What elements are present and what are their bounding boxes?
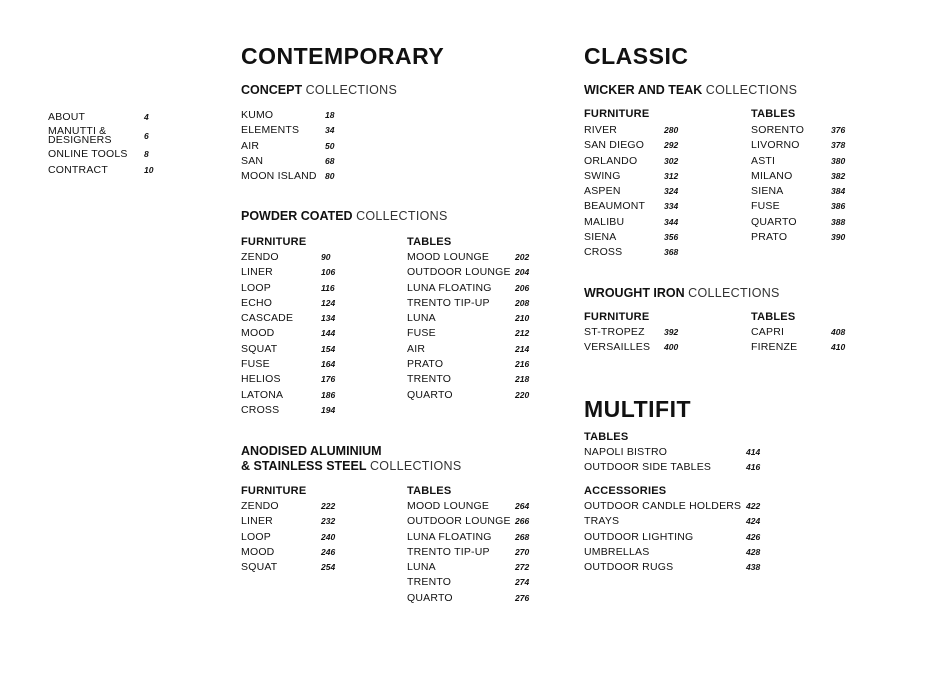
item-label: ASPEN (584, 185, 621, 198)
item-label: PRATO (751, 231, 788, 244)
powder-tables-label: TABLES (407, 236, 452, 248)
item-label: LIVORNO (751, 139, 800, 152)
item-page: 232 (321, 516, 336, 527)
item-page: 212 (515, 328, 530, 339)
multifit-title: MULTIFIT (584, 396, 692, 422)
toc-item-page: 10 (144, 164, 154, 175)
wicker-suffix: COLLECTIONS (705, 83, 798, 97)
toc-item-label: CONTRACT (48, 163, 108, 176)
item-label: VERSAILLES (584, 341, 651, 354)
item-label: MALIBU (584, 215, 625, 228)
item-page: 50 (325, 140, 335, 151)
item-page: 334 (664, 201, 679, 212)
item-label: BEAUMONT (584, 200, 646, 213)
list-item[interactable] (584, 560, 774, 575)
list-item[interactable] (584, 169, 694, 184)
item-label: ORLANDO (584, 154, 638, 167)
item-label: QUARTO (407, 388, 453, 401)
wicker-heading (584, 84, 797, 97)
list-item[interactable] (241, 296, 351, 311)
item-label: SWING (584, 169, 621, 182)
item-page: 220 (515, 389, 530, 400)
item-page: 416 (746, 462, 761, 473)
wicker-tables-label: TABLES (751, 108, 796, 120)
item-page: 154 (321, 343, 336, 354)
item-label: UMBRELLAS (584, 545, 650, 558)
item-page: 380 (831, 155, 846, 166)
item-page: 222 (321, 501, 336, 511)
item-label: FUSE (241, 358, 270, 371)
item-label: ASTI (751, 154, 776, 167)
item-label: LUNA (407, 561, 436, 574)
item-page: 438 (746, 562, 761, 573)
anodised-tables-label: TABLES (407, 485, 452, 497)
list-item[interactable] (751, 154, 861, 169)
item-label: PRATO (407, 358, 444, 371)
toc-item-page: 6 (144, 131, 149, 142)
item-page: 422 (746, 501, 761, 511)
list-item[interactable] (241, 169, 351, 184)
list-item[interactable] (407, 530, 537, 545)
item-label: TRENTO (407, 576, 452, 589)
list-item[interactable] (751, 199, 861, 214)
item-page: 376 (831, 125, 846, 135)
list-item[interactable] (584, 245, 694, 260)
item-label: OUTDOOR CANDLE HOLDERS (584, 500, 742, 512)
item-label: FUSE (751, 200, 780, 213)
item-label: TRAYS (584, 515, 620, 528)
item-label: SAN (241, 154, 264, 167)
item-label: CROSS (241, 403, 280, 416)
multifit-accessories-label: ACCESSORIES (584, 485, 667, 497)
powder-tables-list (407, 250, 537, 403)
item-page: 272 (515, 562, 530, 573)
item-label: SQUAT (241, 561, 278, 574)
item-page: 428 (746, 546, 761, 557)
item-label: ZENDO (241, 251, 279, 263)
toc-item-label: ABOUT (48, 111, 86, 123)
list-item[interactable] (584, 199, 694, 214)
item-page: 216 (515, 359, 530, 370)
list-item[interactable] (751, 169, 861, 184)
item-label: OUTDOOR LIGHTING (584, 530, 694, 543)
toc-item-label: MANUTTI & DESIGNERS (48, 125, 112, 147)
item-label: KUMO (241, 109, 274, 121)
list-item[interactable] (584, 460, 774, 475)
list-item[interactable] (241, 560, 351, 575)
item-label: AIR (241, 139, 260, 152)
powder-heading (241, 210, 448, 223)
list-item[interactable] (407, 265, 537, 280)
item-label: LOOP (241, 530, 271, 543)
item-label: RIVER (584, 124, 618, 136)
list-item[interactable] (751, 325, 861, 340)
item-label: OUTDOOR RUGS (584, 561, 674, 574)
item-page: 106 (321, 267, 336, 278)
item-page: 382 (831, 170, 846, 181)
item-page: 144 (321, 328, 336, 339)
item-label: SORENTO (751, 124, 805, 136)
wicker-furniture-list (584, 123, 694, 261)
multifit-tables-list (584, 445, 774, 476)
item-page: 18 (325, 110, 335, 120)
list-item[interactable] (241, 388, 351, 403)
item-page: 324 (664, 186, 679, 197)
list-item[interactable] (407, 499, 537, 514)
list-item[interactable] (407, 591, 537, 606)
item-label: HELIOS (241, 373, 281, 386)
item-page: 344 (664, 216, 679, 227)
item-page: 208 (515, 297, 530, 308)
list-item[interactable] (584, 340, 694, 355)
toc-item-designers[interactable] (48, 125, 168, 147)
list-item[interactable] (407, 560, 537, 575)
item-label: TRENTO (407, 373, 452, 386)
wrought-furniture-list (584, 325, 694, 356)
item-page: 268 (515, 531, 530, 542)
item-page: 274 (515, 577, 530, 588)
item-label: ELEMENTS (241, 124, 300, 137)
item-page: 276 (515, 592, 530, 603)
list-item[interactable] (584, 215, 694, 230)
item-label: FUSE (407, 327, 436, 340)
item-page: 266 (515, 516, 530, 527)
item-label: MOOD LOUNGE (407, 251, 490, 263)
list-item[interactable] (241, 514, 351, 529)
list-item[interactable] (241, 530, 351, 545)
item-label: TRENTO TIP-UP (407, 545, 490, 558)
toc-item-label: ONLINE TOOLS (48, 148, 128, 161)
item-page: 246 (321, 546, 336, 557)
multifit-tables-label: TABLES (584, 431, 629, 443)
list-item[interactable] (241, 403, 351, 418)
item-page: 218 (515, 374, 530, 385)
item-page: 134 (321, 313, 336, 324)
item-page: 414 (746, 447, 761, 457)
list-item[interactable] (584, 138, 694, 153)
item-label: SIENA (584, 231, 617, 244)
list-item[interactable] (751, 184, 861, 199)
item-label: SAN DIEGO (584, 139, 645, 152)
powder-name: POWDER COATED (241, 209, 353, 223)
list-item[interactable] (241, 281, 351, 296)
wicker-name: WICKER AND TEAK (584, 83, 703, 97)
item-page: 176 (321, 374, 336, 385)
item-label: MILANO (751, 169, 793, 182)
list-item[interactable] (241, 123, 351, 138)
anodised-heading-line2 (241, 460, 461, 473)
item-page: 80 (325, 171, 335, 182)
item-page: 186 (321, 389, 336, 400)
item-page: 202 (515, 252, 530, 262)
item-page: 388 (831, 216, 846, 227)
multifit-accessories-list (584, 499, 774, 575)
list-item[interactable] (241, 326, 351, 341)
list-item[interactable] (584, 545, 774, 560)
item-label: AIR (407, 342, 426, 355)
list-item[interactable] (241, 139, 351, 154)
item-label: OUTDOOR LOUNGE (407, 266, 511, 279)
item-page: 34 (325, 125, 335, 136)
item-page: 270 (515, 546, 530, 557)
item-label: MOOD (241, 545, 275, 558)
item-label: CAPRI (751, 326, 785, 338)
wrought-tables-list (751, 325, 861, 356)
item-page: 164 (321, 359, 336, 370)
toc-item-about[interactable] (48, 110, 168, 125)
anodised-suffix: COLLECTIONS (369, 459, 462, 473)
concept-list (241, 108, 351, 184)
item-label: QUARTO (407, 591, 453, 604)
list-item[interactable] (584, 123, 694, 138)
contemporary-title: CONTEMPORARY (241, 43, 445, 69)
list-item[interactable] (584, 154, 694, 169)
list-item[interactable] (751, 215, 861, 230)
item-page: 90 (321, 252, 331, 262)
list-item[interactable] (241, 311, 351, 326)
list-item[interactable] (584, 325, 694, 340)
item-label: QUARTO (751, 215, 797, 228)
powder-suffix: COLLECTIONS (356, 209, 448, 223)
list-item[interactable] (407, 326, 537, 341)
item-label: ECHO (241, 296, 273, 309)
item-page: 408 (831, 327, 846, 337)
list-item[interactable] (241, 357, 351, 372)
classic-title: CLASSIC (584, 43, 689, 69)
item-label: CASCADE (241, 312, 294, 325)
list-item[interactable] (584, 530, 774, 545)
item-page: 210 (515, 313, 530, 324)
item-label: SIENA (751, 185, 784, 198)
item-label: LINER (241, 515, 273, 528)
item-page: 390 (831, 232, 846, 243)
list-item[interactable] (584, 230, 694, 245)
list-item[interactable] (407, 311, 537, 326)
item-page: 426 (746, 531, 761, 542)
concept-name: CONCEPT (241, 83, 303, 97)
item-label: TRENTO TIP-UP (407, 296, 490, 309)
item-label: OUTDOOR LOUNGE (407, 515, 511, 528)
item-page: 400 (664, 342, 679, 353)
list-item[interactable] (407, 545, 537, 560)
anodised-heading-line1 (241, 445, 382, 458)
item-page: 312 (664, 170, 679, 181)
item-page: 264 (515, 501, 530, 511)
item-page: 214 (515, 343, 530, 354)
anodised-name-line2: & STAINLESS STEEL (241, 459, 367, 473)
item-page: 206 (515, 282, 530, 293)
item-label: NAPOLI BISTRO (584, 446, 668, 458)
item-label: SQUAT (241, 342, 278, 355)
wrought-furniture-label: FURNITURE (584, 311, 650, 323)
wicker-tables-list (751, 123, 861, 245)
list-item[interactable] (584, 514, 774, 529)
item-label: LOOP (241, 281, 271, 294)
list-item[interactable] (584, 184, 694, 199)
toc-item-contract[interactable] (48, 163, 168, 178)
item-page: 392 (664, 327, 679, 337)
item-label: FIRENZE (751, 341, 798, 354)
item-label: LINER (241, 266, 273, 279)
item-label: MOOD (241, 327, 275, 340)
wrought-suffix: COLLECTIONS (688, 286, 780, 300)
wicker-furniture-label: FURNITURE (584, 108, 650, 120)
item-page: 194 (321, 404, 336, 415)
concept-heading (241, 84, 397, 97)
item-page: 68 (325, 155, 335, 166)
item-label: LATONA (241, 388, 284, 401)
item-label: LUNA FLOATING (407, 530, 492, 543)
item-label: ZENDO (241, 500, 279, 512)
item-page: 116 (321, 282, 335, 293)
toc-item-page: 4 (144, 112, 149, 122)
item-label: CROSS (584, 246, 623, 259)
item-label: MOOD LOUNGE (407, 500, 490, 512)
wrought-name: WROUGHT IRON (584, 286, 685, 300)
item-page: 410 (831, 342, 846, 353)
list-item[interactable] (407, 372, 537, 387)
toc-item-page: 8 (144, 149, 149, 160)
item-label: LUNA FLOATING (407, 281, 492, 294)
list-item[interactable] (407, 342, 537, 357)
list-item[interactable] (407, 281, 537, 296)
toc (48, 110, 168, 178)
list-item[interactable] (751, 123, 861, 138)
list-item[interactable] (241, 250, 351, 265)
item-label: LUNA (407, 312, 436, 325)
item-page: 378 (831, 140, 846, 151)
anodised-tables-list (407, 499, 537, 606)
list-item[interactable] (584, 499, 774, 514)
list-item[interactable] (241, 154, 351, 169)
wrought-heading (584, 287, 780, 300)
concept-suffix: COLLECTIONS (305, 83, 398, 97)
list-item[interactable] (751, 230, 861, 245)
item-page: 356 (664, 232, 679, 243)
list-item[interactable] (584, 445, 774, 460)
list-item[interactable] (407, 357, 537, 372)
list-item[interactable] (751, 340, 861, 355)
item-page: 254 (321, 562, 336, 573)
item-page: 302 (664, 155, 679, 166)
item-page: 124 (321, 297, 336, 308)
toc-item-online-tools[interactable] (48, 147, 168, 162)
anodised-furniture-label: FURNITURE (241, 485, 307, 497)
list-item[interactable] (241, 499, 351, 514)
powder-furniture-list (241, 250, 351, 418)
anodised-furniture-list (241, 499, 351, 575)
list-item[interactable] (241, 108, 351, 123)
item-label: OUTDOOR SIDE TABLES (584, 461, 712, 474)
list-item[interactable] (751, 138, 861, 153)
anodised-name-line1: ANODISED ALUMINIUM (241, 444, 382, 458)
list-item[interactable] (241, 265, 351, 280)
item-page: 280 (664, 125, 679, 135)
item-page: 424 (746, 516, 761, 527)
list-item[interactable] (407, 296, 537, 311)
list-item[interactable] (241, 545, 351, 560)
item-page: 368 (664, 247, 679, 258)
list-item[interactable] (407, 514, 537, 529)
list-item[interactable] (241, 342, 351, 357)
list-item[interactable] (407, 575, 537, 590)
list-item[interactable] (407, 250, 537, 265)
item-page: 386 (831, 201, 846, 212)
item-page: 240 (321, 531, 336, 542)
list-item[interactable] (241, 372, 351, 387)
item-label: MOON ISLAND (241, 170, 317, 183)
list-item[interactable] (407, 388, 537, 403)
item-label: ST-TROPEZ (584, 326, 645, 338)
item-page: 292 (664, 140, 679, 151)
powder-furniture-label: FURNITURE (241, 236, 307, 248)
item-page: 384 (831, 186, 846, 197)
item-page: 204 (515, 267, 530, 278)
wrought-tables-label: TABLES (751, 311, 796, 323)
